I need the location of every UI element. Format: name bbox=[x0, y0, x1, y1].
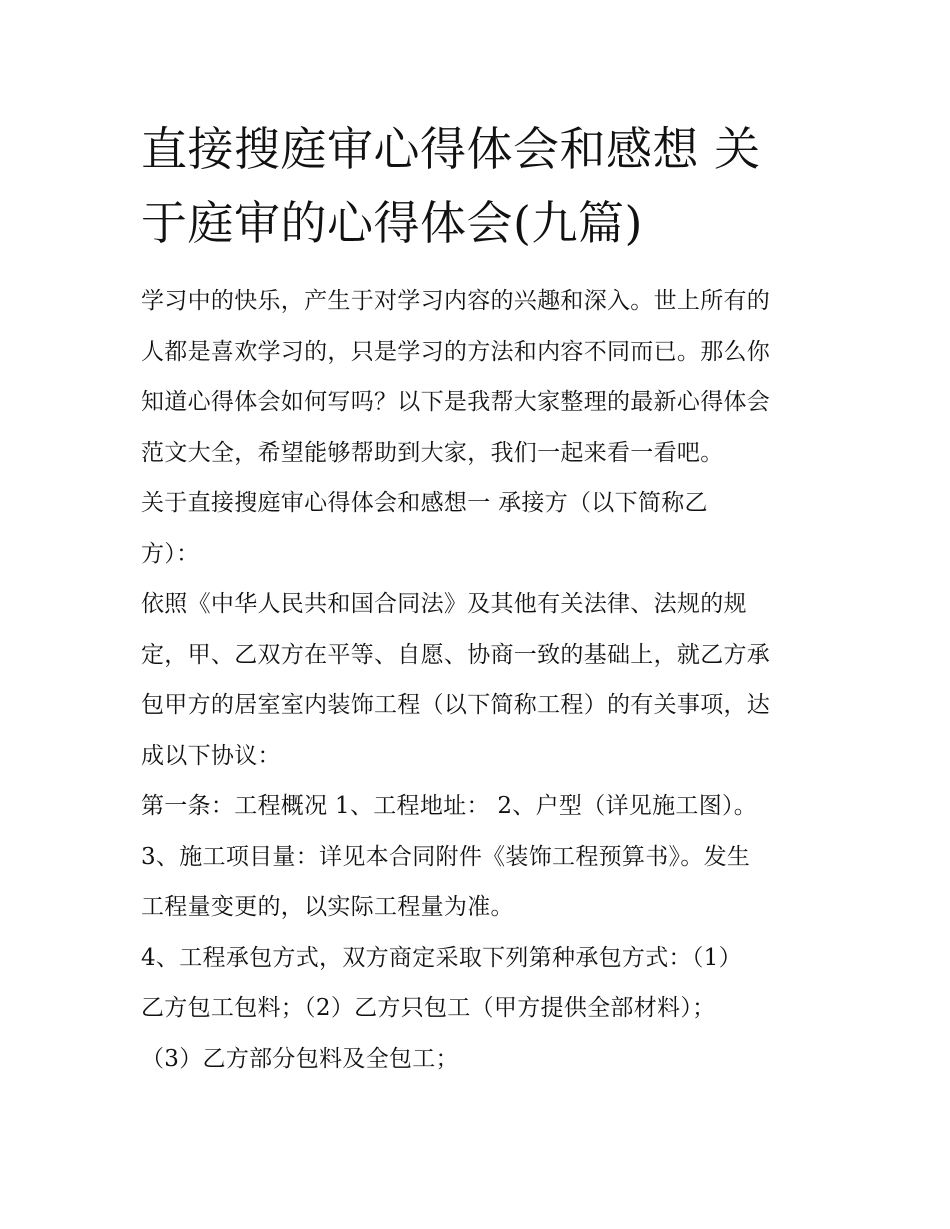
document-body bbox=[141, 276, 831, 1084]
document-title bbox=[141, 112, 831, 260]
body-line: 范文大全，希望能够帮助到大家，我们一起来看一看吧。 bbox=[141, 439, 724, 466]
body-line: 知道心得体会如何写吗？以下是我帮大家整理的最新心得体会 bbox=[141, 389, 771, 415]
body-line: 关于直接搜庭审心得体会和感想一 承接方（以下简称乙 bbox=[141, 490, 708, 516]
body-line: 人都是喜欢学习的，只是学习的方法和内容不同而已。那么你 bbox=[141, 338, 771, 365]
body-line: 工程量变更的，以实际工程量为准。 bbox=[141, 894, 514, 920]
body-line: 包甲方的居室室内装饰工程（以下简称工程）的有关事项，达 bbox=[141, 692, 771, 718]
body-line: 成以下协议： bbox=[141, 742, 281, 769]
body-line: 定，甲、乙双方在平等、自愿、协商一致的基础上，就乙方承 bbox=[141, 641, 771, 668]
body-line: 3、施工项目量：详见本合同附件《装饰工程预算书》。发生 bbox=[141, 843, 751, 870]
body-line: 乙方包工包料；（2）乙方只包工（甲方提供全部材料）； bbox=[141, 995, 716, 1021]
body-line: （3）乙方部分包料及全包工； bbox=[141, 1045, 459, 1072]
body-line: 依照《中华人民共和国合同法》及其他有关法律、法规的规 bbox=[141, 591, 747, 617]
body-line: 第一条：工程概况 1、工程地址： 2、户型（详见施工图）。 bbox=[141, 793, 758, 819]
body-line: 4、工程承包方式，双方商定采取下列第种承包方式：（1） bbox=[141, 944, 742, 971]
body-line: 学习中的快乐，产生于对学习内容的兴趣和深入。世上所有的 bbox=[141, 288, 771, 314]
title-line: 于庭审的心得体会(九篇) bbox=[141, 196, 643, 250]
title-line: 直接搜庭审心得体会和感想 关 bbox=[141, 122, 761, 176]
body-line: 方）： bbox=[141, 540, 200, 567]
